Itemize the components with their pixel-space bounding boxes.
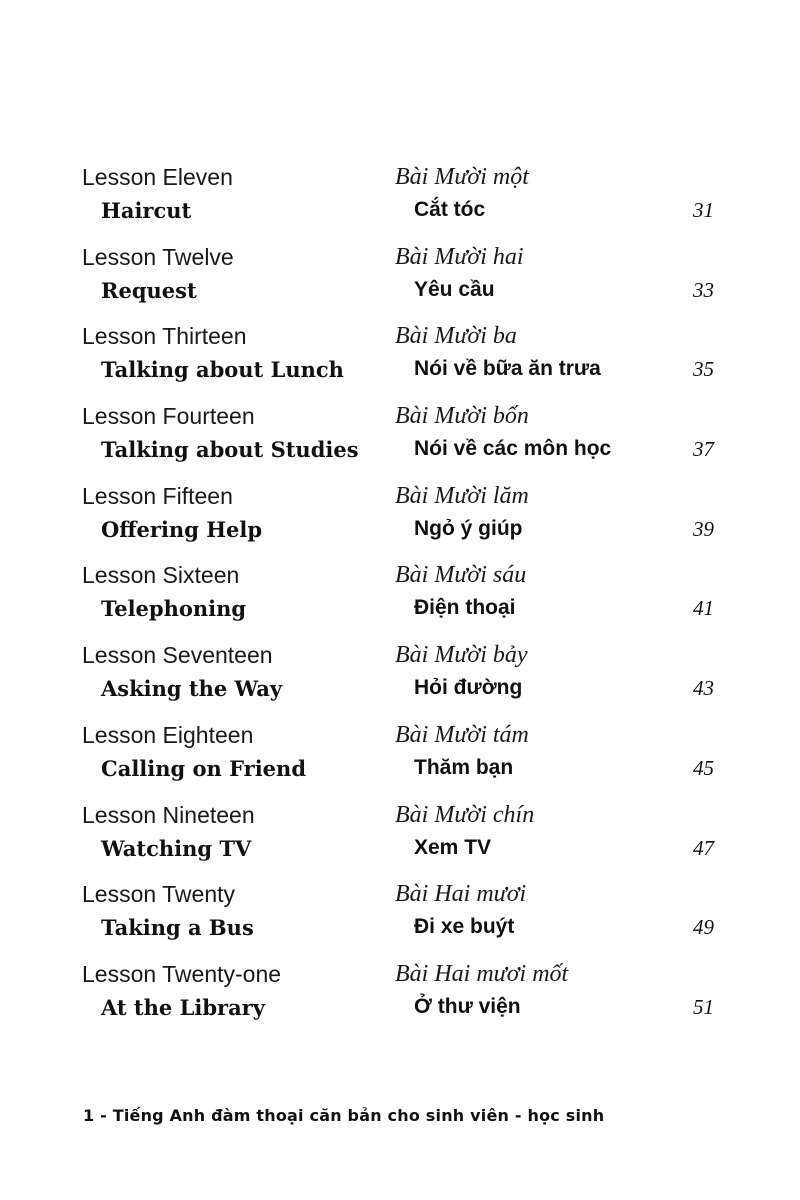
page-footer (83, 1106, 604, 1125)
lesson-page-number: 33 (693, 277, 714, 302)
toc-entry (0, 798, 800, 878)
toc-entry (0, 240, 800, 320)
toc-entry (0, 558, 800, 638)
lesson-title-vi: Nói về các môn học (414, 437, 612, 461)
lesson-title-vi: Yêu cầu (414, 277, 495, 301)
lesson-number-en: Lesson Twenty (82, 881, 236, 908)
lesson-number-en: Lesson Sixteen (82, 562, 240, 589)
lesson-number-vi: Bài Mười bảy (395, 642, 528, 669)
lesson-title-vi: Xem TV (414, 835, 492, 859)
lesson-page-number: 41 (693, 596, 714, 621)
lesson-title-vi: Hỏi đường (414, 676, 523, 700)
lesson-number-en: Lesson Fourteen (82, 403, 255, 430)
toc-entry (0, 399, 800, 479)
toc-entry (0, 718, 800, 798)
toc-entry (0, 319, 800, 399)
lesson-title-en: Haircut (101, 198, 192, 223)
lesson-number-en: Lesson Eighteen (82, 721, 254, 748)
lesson-title-vi: Thăm bạn (414, 755, 514, 779)
lesson-number-vi: Bài Hai mươi (395, 881, 527, 908)
toc-entry (0, 479, 800, 559)
lesson-title-en: Telephoning (101, 596, 247, 622)
lesson-page-number: 31 (693, 198, 714, 222)
lesson-number-vi: Bài Mười chín (395, 801, 535, 828)
lesson-number-en: Lesson Seventeen (82, 642, 273, 669)
lesson-page-number: 47 (693, 835, 714, 860)
lesson-title-vi: Ở thư viện (414, 994, 521, 1018)
lesson-number-vi: Bài Mười một (395, 164, 529, 190)
footer-book-title: - Tiếng Anh đàm thoại căn bản cho sinh viên - học sinh (100, 1106, 605, 1125)
toc-entry (0, 957, 800, 1037)
lesson-page-number: 39 (693, 516, 714, 541)
toc-entry (0, 638, 800, 718)
toc-entry (0, 160, 800, 240)
lesson-title-vi: Đi xe buýt (414, 915, 515, 939)
footer-page-number: 1 (83, 1106, 95, 1125)
lesson-title-vi: Điện thoại (414, 596, 516, 620)
lesson-number-vi: Bài Mười hai (395, 243, 524, 270)
lesson-title-en: Offering Help (101, 516, 263, 542)
lesson-number-en: Lesson Fifteen (82, 482, 233, 509)
lesson-number-vi: Bài Mười bốn (395, 403, 529, 430)
lesson-page-number: 45 (693, 755, 714, 780)
table-of-contents (0, 160, 800, 1037)
lesson-title-vi: Nói về bữa ăn trưa (414, 357, 601, 381)
lesson-number-en: Lesson Nineteen (82, 801, 255, 828)
lesson-title-vi: Cắt tóc (414, 198, 486, 221)
lesson-number-vi: Bài Mười lăm (395, 482, 529, 509)
lesson-page-number: 37 (693, 437, 714, 462)
lesson-title-en: Talking about Studies (101, 437, 359, 463)
lesson-number-vi: Bài Mười tám (395, 721, 529, 748)
lesson-number-vi: Bài Hai mươi mốt (395, 960, 569, 987)
lesson-title-en: Asking the Way (101, 676, 283, 702)
lesson-number-vi: Bài Mười ba (395, 323, 517, 350)
lesson-title-en: Watching TV (101, 835, 252, 861)
lesson-number-en: Lesson Thirteen (82, 323, 247, 350)
lesson-title-en: Taking a Bus (101, 915, 254, 941)
lesson-number-vi: Bài Mười sáu (395, 562, 527, 589)
lesson-number-en: Lesson Twenty-one (82, 960, 282, 987)
lesson-title-en: At the Library (101, 994, 265, 1020)
lesson-title-en: Talking about Lunch (101, 357, 344, 383)
lesson-title-vi: Ngỏ ý giúp (414, 516, 523, 540)
lesson-page-number: 51 (693, 994, 714, 1019)
lesson-number-en: Lesson Eleven (82, 164, 233, 190)
lesson-page-number: 35 (693, 357, 714, 382)
lesson-number-en: Lesson Twelve (82, 243, 234, 270)
lesson-page-number: 49 (693, 915, 714, 940)
toc-entry (0, 877, 800, 957)
lesson-title-en: Calling on Friend (101, 755, 306, 781)
lesson-title-en: Request (101, 277, 197, 303)
lesson-page-number: 43 (693, 676, 714, 701)
